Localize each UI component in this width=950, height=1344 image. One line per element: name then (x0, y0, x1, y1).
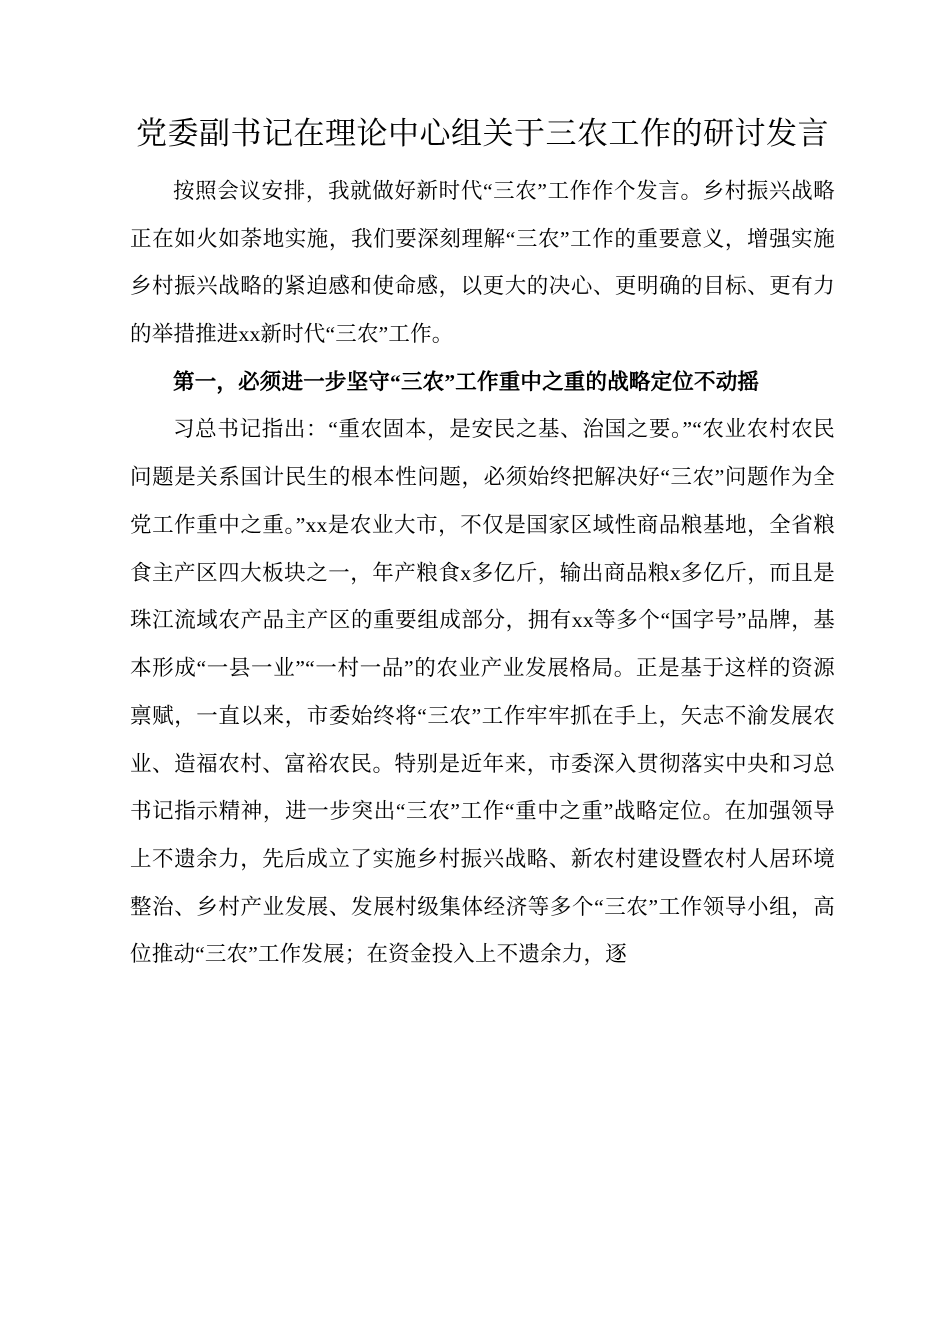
section-heading-first: 第一，必须进一步坚守“三农”工作重中之重的战略定位不动摇 (173, 369, 760, 394)
paragraph-body-1: 习总书记指出：“重农固本，是安民之基、治国之要。”“农业农村农民问题是关系国计民生的根本性问题，必须始终把解决好“三农”问题作为全党工作重中之重。”xx是农业大市，不仅是国家区域性商品粮基地，全省粮食主产区四大板块之一，年产粮食x多亿斤，输出商品粮x多亿斤，而且是珠江流域农产品主产区的重要组成部分，拥有xx等多个“国字号”品牌，基本形成“一县一业”“一村一品”的农业产业发展格局。正是基于这样的资源禀赋，一直以来，市委始终将“三农”工作牢牢抓在手上，矢志不渝发展农业、造福农村、富裕农民。特别是近年来，市委深入贯彻落实中央和习总书记指示精神，进一步突出“三农”工作“重中之重”战略定位。在加强领导上不遗余力，先后成立了实施乡村振兴战略、新农村建设暨农村人居环境整治、乡村产业发展、发展村级集体经济等多个“三农”工作领导小组，高位推动“三农”工作发展；在资金投入上不遗余力，逐 (130, 417, 835, 967)
page-title: 党委副书记在理论中心组关于三农工作的研讨发言 (136, 116, 829, 151)
paragraph-intro: 按照会议安排，我就做好新时代“三农”工作作个发言。乡村振兴战略正在如火如荼地实施，我们要深刻理解“三农”工作的重要意义，增强实施乡村振兴战略的紧迫感和使命感，以更大的决心、更明确的目标、更有力的举措推进xx新时代“三农”工作。 (130, 178, 835, 347)
